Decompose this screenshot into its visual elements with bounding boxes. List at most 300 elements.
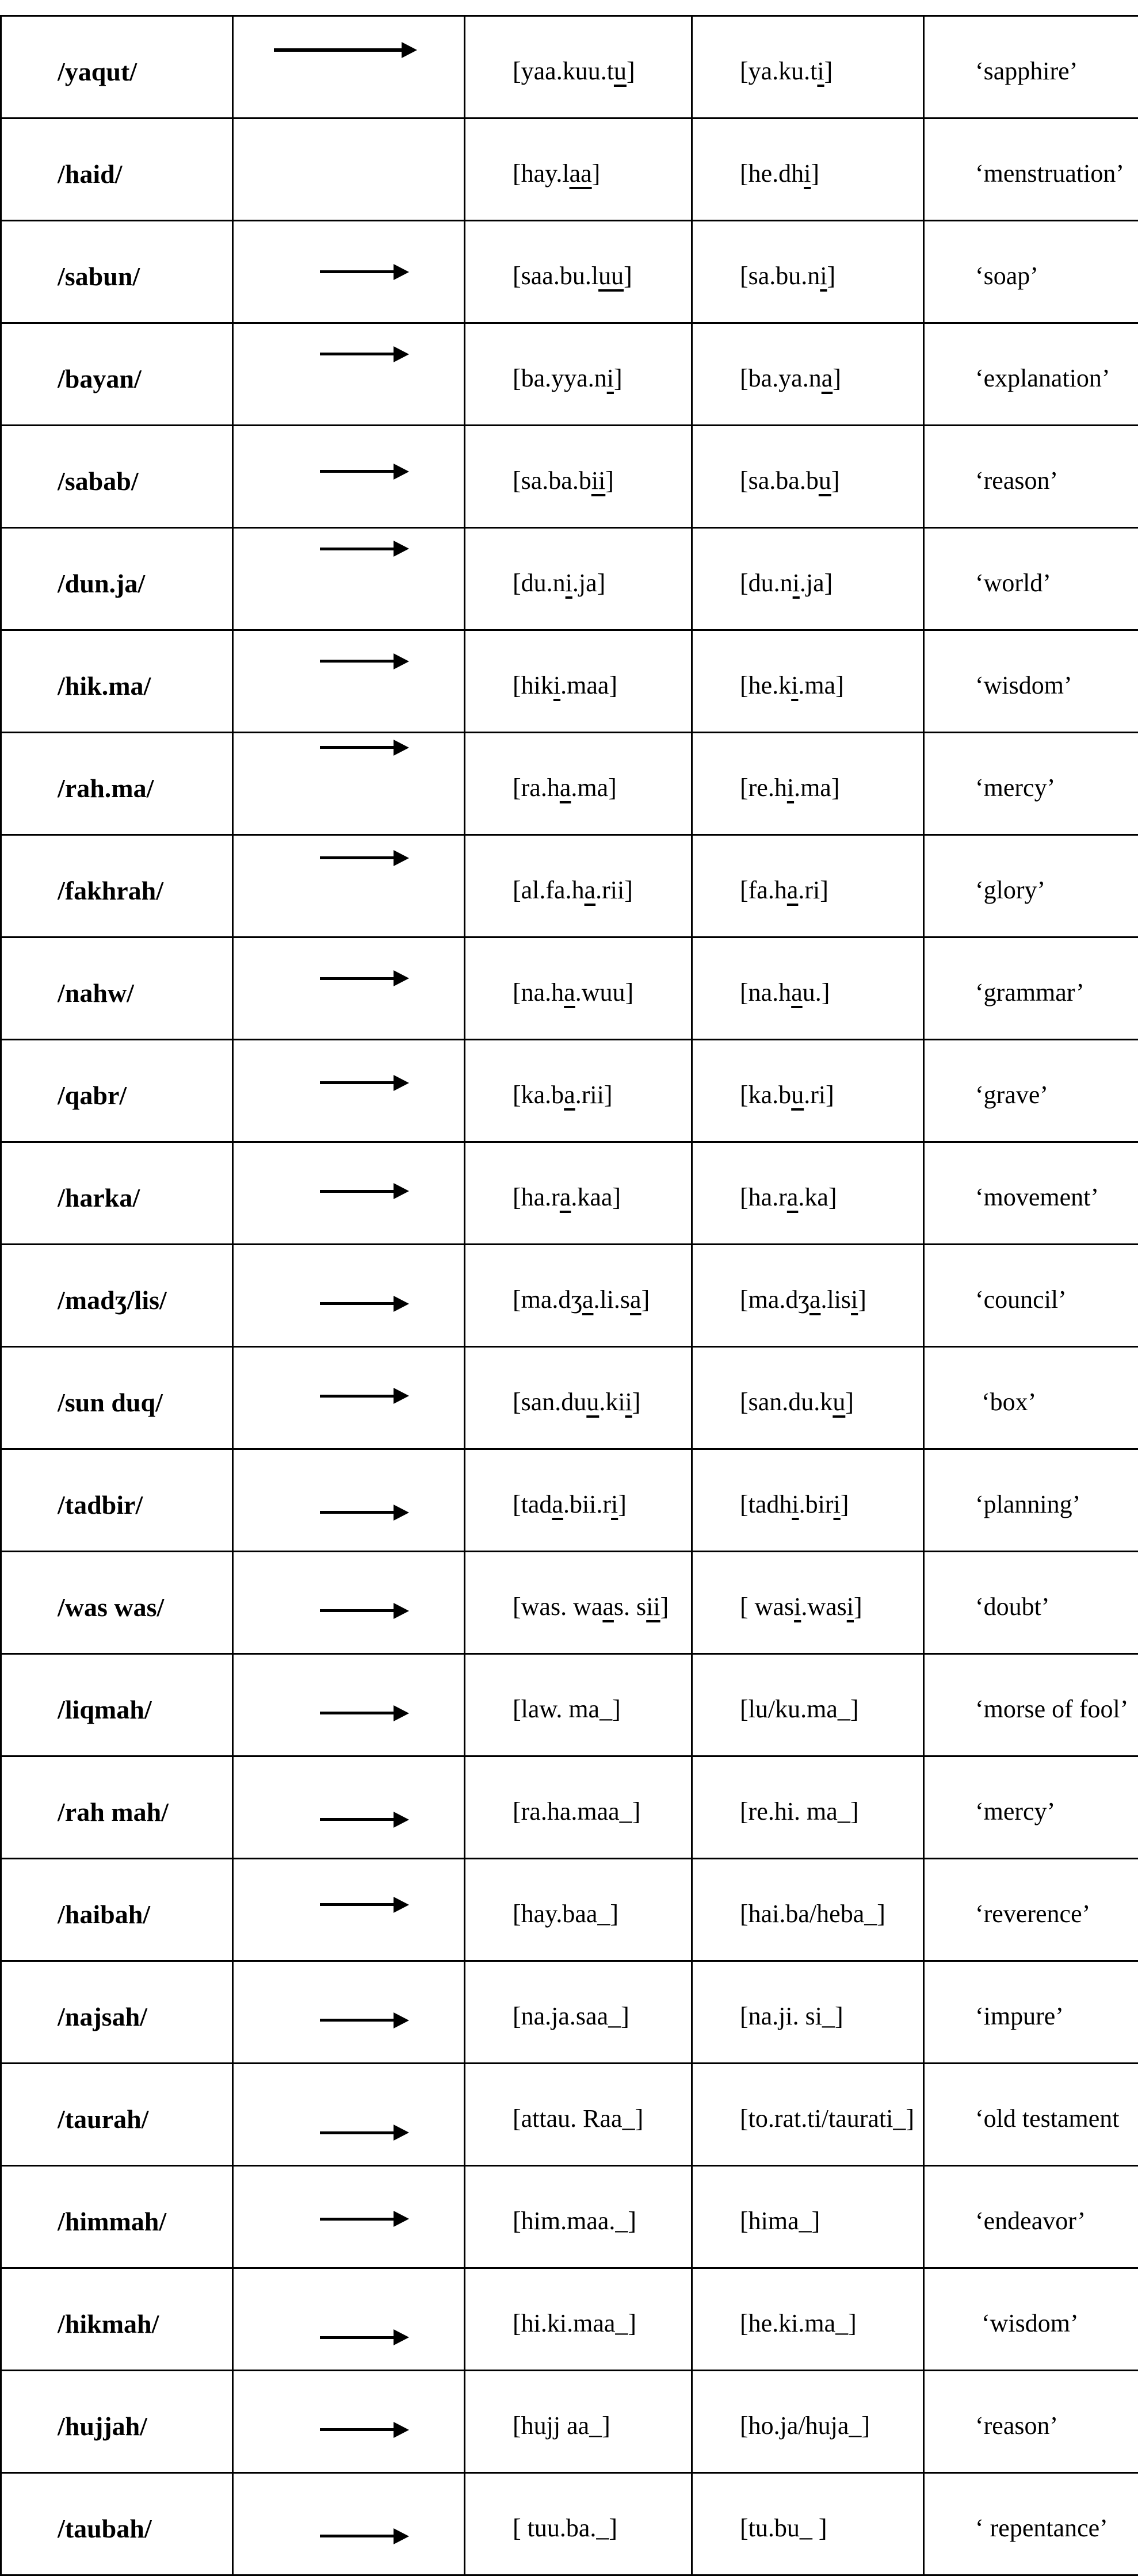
rightwards-arrow-icon <box>320 346 409 362</box>
arrow-cell <box>233 2166 465 2268</box>
arrow-head <box>394 653 409 669</box>
transcription-a-text: [al.fa.ha.rii] <box>513 876 633 904</box>
arrow-shaft <box>320 856 394 859</box>
table-row <box>1 1552 1138 1654</box>
arrow-shaft <box>320 2131 394 2134</box>
transcription-b-text: [na.ji. si_] <box>740 2002 843 2030</box>
transcription-a-text: [ra.ha.maa_] <box>513 1797 640 1825</box>
arrow-shaft <box>320 270 394 273</box>
arrow-head <box>394 1505 409 1521</box>
rightwards-arrow-icon <box>320 1812 409 1828</box>
rightwards-arrow-icon <box>320 264 409 280</box>
transcription-a-text: [na.ha.wuu] <box>513 978 633 1006</box>
gloss-text: ‘impure’ <box>975 2002 1064 2030</box>
arrow-shaft <box>274 48 402 52</box>
arrow-cell <box>233 1654 465 1756</box>
gloss-cell <box>924 630 1138 733</box>
transcription-b-text: [ho.ja/huja_] <box>740 2412 870 2440</box>
gloss-cell <box>924 221 1138 323</box>
gloss-text: ‘doubt’ <box>975 1593 1050 1621</box>
transcription-a-text: [ba.yya.ni] <box>513 364 623 392</box>
transcription-a-text: [na.ja.saa_] <box>513 2002 629 2030</box>
rightwards-arrow-icon <box>320 1505 409 1521</box>
phoneme-text: /liqmah/ <box>58 1695 152 1724</box>
transcription-b-cell <box>692 1961 924 2064</box>
phoneme-cell <box>1 2473 233 2575</box>
table-row <box>1 2473 1138 2575</box>
gloss-cell <box>924 733 1138 835</box>
gloss-cell <box>924 2268 1138 2371</box>
phoneme-text: /taubah/ <box>58 2514 152 2543</box>
gloss-text: ‘grammar’ <box>975 978 1084 1006</box>
transcription-b-text: [san.du.ku] <box>740 1388 854 1416</box>
arrow-shaft <box>320 1609 394 1612</box>
gloss-cell <box>924 1449 1138 1552</box>
transcription-a-cell <box>465 630 692 733</box>
transcription-b-text: [hai.ba/heba_] <box>740 1900 885 1928</box>
phoneme-cell <box>1 2268 233 2371</box>
transcription-b-cell <box>692 16 924 118</box>
arrow-shaft <box>320 2428 394 2431</box>
transcription-b-cell <box>692 1347 924 1449</box>
gloss-cell <box>924 1756 1138 1859</box>
phoneme-text: /taurah/ <box>58 2104 148 2134</box>
arrow-cell <box>233 118 465 221</box>
transcription-b-text: [sa.ba.bu] <box>740 466 840 495</box>
table-row <box>1 323 1138 426</box>
gloss-text: ‘mercy’ <box>975 774 1055 802</box>
arrow-cell <box>233 528 465 630</box>
transcription-a-cell <box>465 528 692 630</box>
transcription-a-cell <box>465 1245 692 1347</box>
phoneme-text: /hikmah/ <box>58 2309 159 2338</box>
transcription-a-text: [hujj aa_] <box>513 2412 610 2440</box>
gloss-text: ‘mercy’ <box>975 1797 1055 1825</box>
phoneme-text: /himmah/ <box>58 2207 166 2236</box>
gloss-text: ‘endeavor’ <box>975 2207 1086 2235</box>
gloss-cell <box>924 1961 1138 2064</box>
arrow-cell <box>233 937 465 1040</box>
gloss-text: ‘box’ <box>975 1388 1036 1416</box>
transcription-b-text: [ma.dʒa.lisi] <box>740 1285 866 1314</box>
gloss-cell <box>924 2064 1138 2166</box>
gloss-text: ‘movement’ <box>975 1183 1099 1211</box>
arrow-head <box>394 1388 409 1404</box>
phonology-correspondence-table <box>0 15 1138 2576</box>
gloss-cell <box>924 118 1138 221</box>
phoneme-cell <box>1 528 233 630</box>
table-row <box>1 1859 1138 1961</box>
arrow-cell <box>233 1859 465 1961</box>
table-row <box>1 16 1138 118</box>
rightwards-arrow-icon <box>320 1183 409 1199</box>
transcription-a-text: [law. ma_] <box>513 1695 621 1723</box>
transcription-b-cell <box>692 2166 924 2268</box>
rightwards-arrow-icon <box>320 850 409 866</box>
transcription-a-text: [hay.laa] <box>513 159 600 187</box>
gloss-text: ‘old testament <box>975 2104 1120 2133</box>
arrow-shaft <box>320 2336 394 2339</box>
arrow-head <box>394 264 409 280</box>
phoneme-cell <box>1 2064 233 2166</box>
transcription-b-text: [hima_] <box>740 2207 820 2235</box>
arrow-shaft <box>320 746 394 749</box>
phoneme-cell <box>1 1654 233 1756</box>
transcription-b-cell <box>692 1859 924 1961</box>
transcription-b-cell <box>692 118 924 221</box>
gloss-text: ‘wisdom’ <box>975 2309 1079 2337</box>
gloss-cell <box>924 1654 1138 1756</box>
transcription-a-text: [hiki.maa] <box>513 671 617 699</box>
arrow-head <box>394 1897 409 1913</box>
phoneme-text: /sun duq/ <box>58 1388 163 1417</box>
transcription-a-text: [tada.bii.ri] <box>513 1490 627 1518</box>
transcription-a-text: [du.ni.ja] <box>513 569 605 597</box>
gloss-text: ‘council’ <box>975 1285 1067 1314</box>
phoneme-cell <box>1 937 233 1040</box>
transcription-b-text: [ha.ra.ka] <box>740 1183 837 1211</box>
transcription-a-cell <box>465 221 692 323</box>
gloss-text: ‘reverence’ <box>975 1900 1090 1928</box>
arrow-cell <box>233 426 465 528</box>
transcription-b-cell <box>692 1040 924 1142</box>
rightwards-arrow-icon <box>320 2528 409 2544</box>
arrow-cell <box>233 323 465 426</box>
arrow-shaft <box>320 1511 394 1514</box>
arrow-shaft <box>320 2218 394 2221</box>
arrow-shaft <box>320 2535 394 2537</box>
transcription-a-cell <box>465 1654 692 1756</box>
phoneme-cell <box>1 733 233 835</box>
transcription-b-text: [he.dhi] <box>740 159 819 187</box>
arrow-head <box>394 541 409 557</box>
transcription-b-cell <box>692 1449 924 1552</box>
transcription-a-text: [ma.dʒa.li.sa] <box>513 1285 650 1314</box>
arrow-cell <box>233 1449 465 1552</box>
arrow-head <box>394 1812 409 1828</box>
gloss-text: ‘grave’ <box>975 1081 1048 1109</box>
arrow-head <box>394 2012 409 2028</box>
phoneme-cell <box>1 118 233 221</box>
transcription-b-cell <box>692 937 924 1040</box>
transcription-b-text: [ wasi.wasi] <box>740 1593 862 1621</box>
transcription-b-text: [re.hi. ma_] <box>740 1797 858 1825</box>
arrow-head <box>394 740 409 756</box>
phoneme-cell <box>1 1961 233 2064</box>
gloss-text: ‘wisdom’ <box>975 671 1072 699</box>
arrow-cell <box>233 2473 465 2575</box>
phoneme-cell <box>1 1756 233 1859</box>
gloss-text: ‘reason’ <box>975 466 1058 495</box>
arrow-head <box>394 1183 409 1199</box>
phoneme-text: /yaqut/ <box>58 57 137 86</box>
transcription-a-cell <box>465 323 692 426</box>
gloss-cell <box>924 426 1138 528</box>
transcription-a-cell <box>465 1449 692 1552</box>
phoneme-text: /sabun/ <box>58 262 140 291</box>
transcription-a-text: [attau. Raa_] <box>513 2104 643 2133</box>
arrow-shaft <box>320 2019 394 2022</box>
table-row <box>1 1142 1138 1245</box>
rightwards-arrow-icon <box>320 541 409 557</box>
phoneme-text: /fakhrah/ <box>58 876 163 905</box>
arrow-head <box>394 2528 409 2544</box>
transcription-a-text: [ tuu.ba._] <box>513 2514 617 2542</box>
gloss-cell <box>924 528 1138 630</box>
rightwards-arrow-icon <box>320 2422 409 2438</box>
transcription-a-cell <box>465 16 692 118</box>
phoneme-cell <box>1 1142 233 1245</box>
table-row <box>1 630 1138 733</box>
arrow-shaft <box>320 470 394 473</box>
transcription-b-cell <box>692 2268 924 2371</box>
transcription-a-text: [ra.ha.ma] <box>513 774 617 802</box>
arrow-cell <box>233 1245 465 1347</box>
transcription-b-text: [sa.bu.ni] <box>740 262 835 290</box>
transcription-b-cell <box>692 630 924 733</box>
rightwards-arrow-icon <box>320 1897 409 1913</box>
transcription-a-text: [ha.ra.kaa] <box>513 1183 621 1211</box>
arrow-cell <box>233 221 465 323</box>
arrow-shaft <box>320 1712 394 1714</box>
arrow-head <box>402 42 417 58</box>
transcription-a-text: [saa.bu.luu] <box>513 262 632 290</box>
gloss-cell <box>924 1859 1138 1961</box>
phoneme-text: /najsah/ <box>58 2002 147 2031</box>
gloss-text: ‘morse of fool’ <box>975 1695 1128 1723</box>
phoneme-cell <box>1 630 233 733</box>
transcription-a-cell <box>465 426 692 528</box>
rightwards-arrow-icon <box>320 740 409 756</box>
arrow-shaft <box>320 1302 394 1305</box>
gloss-cell <box>924 2473 1138 2575</box>
gloss-text: ‘world’ <box>975 569 1051 597</box>
transcription-b-cell <box>692 2064 924 2166</box>
gloss-cell <box>924 1552 1138 1654</box>
arrow-cell <box>233 1552 465 1654</box>
table-row <box>1 733 1138 835</box>
transcription-a-cell <box>465 1756 692 1859</box>
transcription-b-text: [tu.bu_ ] <box>740 2514 827 2542</box>
arrow-cell <box>233 733 465 835</box>
transcription-b-text: [ya.ku.ti] <box>740 57 833 85</box>
transcription-b-cell <box>692 221 924 323</box>
phoneme-text: /haid/ <box>58 159 123 189</box>
arrow-head <box>394 2422 409 2438</box>
rightwards-arrow-icon <box>320 2211 409 2227</box>
arrow-cell <box>233 1756 465 1859</box>
transcription-a-cell <box>465 835 692 937</box>
transcription-a-cell <box>465 1040 692 1142</box>
table-row <box>1 2268 1138 2371</box>
arrow-head <box>394 2329 409 2345</box>
arrow-shaft <box>320 353 394 355</box>
gloss-cell <box>924 2166 1138 2268</box>
arrow-cell <box>233 16 465 118</box>
gloss-cell <box>924 1347 1138 1449</box>
transcription-b-cell <box>692 1654 924 1756</box>
phoneme-text: /qabr/ <box>58 1081 127 1110</box>
gloss-cell <box>924 835 1138 937</box>
gloss-text: ‘sapphire’ <box>975 57 1078 85</box>
phoneme-text: /hik.ma/ <box>58 671 151 701</box>
gloss-cell <box>924 2371 1138 2473</box>
transcription-a-cell <box>465 1347 692 1449</box>
table-row <box>1 2064 1138 2166</box>
transcription-b-text: [du.ni.ja] <box>740 569 833 597</box>
transcription-b-text: [he.ki.ma_] <box>740 2309 857 2337</box>
gloss-text: ‘glory’ <box>975 876 1045 904</box>
transcription-a-cell <box>465 1142 692 1245</box>
rightwards-arrow-icon <box>320 464 409 480</box>
transcription-a-cell <box>465 1552 692 1654</box>
phoneme-cell <box>1 2371 233 2473</box>
rightwards-arrow-icon <box>320 2329 409 2345</box>
transcription-a-cell <box>465 1859 692 1961</box>
table-row <box>1 1245 1138 1347</box>
arrow-cell <box>233 630 465 733</box>
gloss-text: ‘planning’ <box>975 1490 1080 1518</box>
arrow-cell <box>233 835 465 937</box>
phoneme-text: /dun.ja/ <box>58 569 145 598</box>
rightwards-arrow-icon <box>274 42 417 58</box>
transcription-b-text: [ka.bu.ri] <box>740 1081 834 1109</box>
table-row <box>1 2166 1138 2268</box>
phoneme-cell <box>1 1040 233 1142</box>
arrow-shaft <box>320 548 394 550</box>
table-row <box>1 426 1138 528</box>
transcription-a-cell <box>465 2371 692 2473</box>
arrow-cell <box>233 2268 465 2371</box>
arrow-head <box>394 970 409 986</box>
gloss-text: ‘menstruation’ <box>975 159 1124 187</box>
transcription-a-cell <box>465 2166 692 2268</box>
rightwards-arrow-icon <box>320 1603 409 1619</box>
transcription-b-cell <box>692 2371 924 2473</box>
table-row <box>1 1449 1138 1552</box>
arrow-cell <box>233 2064 465 2166</box>
arrow-shaft <box>320 1818 394 1821</box>
transcription-a-cell <box>465 937 692 1040</box>
arrow-head <box>394 1705 409 1721</box>
rightwards-arrow-icon <box>320 2012 409 2028</box>
arrow-head <box>394 346 409 362</box>
arrow-head <box>394 1075 409 1091</box>
transcription-b-text: [he.ki.ma] <box>740 671 844 699</box>
table-row <box>1 528 1138 630</box>
table-row <box>1 835 1138 937</box>
transcription-b-cell <box>692 323 924 426</box>
transcription-b-text: [na.hau.] <box>740 978 830 1006</box>
table-row <box>1 2371 1138 2473</box>
transcription-a-cell <box>465 2473 692 2575</box>
gloss-text: ‘explanation’ <box>975 364 1110 392</box>
phoneme-cell <box>1 221 233 323</box>
transcription-b-cell <box>692 1552 924 1654</box>
phoneme-text: /harka/ <box>58 1183 140 1212</box>
gloss-cell <box>924 1142 1138 1245</box>
transcription-b-cell <box>692 733 924 835</box>
transcription-b-text: [re.hi.ma] <box>740 774 839 802</box>
gloss-text: ‘soap’ <box>975 262 1038 290</box>
table-row <box>1 1961 1138 2064</box>
gloss-cell <box>924 16 1138 118</box>
arrow-cell <box>233 1142 465 1245</box>
arrow-head <box>394 1296 409 1312</box>
gloss-text: ‘reason’ <box>975 2412 1058 2440</box>
arrow-shaft <box>320 1903 394 1906</box>
phoneme-cell <box>1 835 233 937</box>
transcription-a-text: [san.duu.kii] <box>513 1388 640 1416</box>
phoneme-text: /was was/ <box>58 1593 164 1622</box>
rightwards-arrow-icon <box>320 1075 409 1091</box>
arrow-shaft <box>320 1395 394 1398</box>
transcription-a-text: [hi.ki.maa_] <box>513 2309 636 2337</box>
arrow-head <box>394 2211 409 2227</box>
gloss-cell <box>924 937 1138 1040</box>
transcription-a-text: [ka.ba.rii] <box>513 1081 612 1109</box>
phoneme-cell <box>1 1552 233 1654</box>
phoneme-cell <box>1 16 233 118</box>
arrow-shaft <box>320 1190 394 1193</box>
transcription-a-cell <box>465 1961 692 2064</box>
transcription-b-cell <box>692 528 924 630</box>
arrow-cell <box>233 2371 465 2473</box>
transcription-a-cell <box>465 2268 692 2371</box>
gloss-cell <box>924 1040 1138 1142</box>
transcription-b-text: [fa.ha.ri] <box>740 876 828 904</box>
phoneme-cell <box>1 1347 233 1449</box>
table-row <box>1 118 1138 221</box>
rightwards-arrow-icon <box>320 653 409 669</box>
transcription-a-text: [yaa.kuu.tu] <box>513 57 635 85</box>
arrow-head <box>394 2125 409 2141</box>
transcription-a-cell <box>465 2064 692 2166</box>
arrow-head <box>394 464 409 480</box>
phoneme-cell <box>1 1859 233 1961</box>
table-row <box>1 1347 1138 1449</box>
rightwards-arrow-icon <box>320 1296 409 1312</box>
phoneme-text: /hujjah/ <box>58 2412 147 2441</box>
transcription-b-cell <box>692 835 924 937</box>
table-row <box>1 1040 1138 1142</box>
arrow-shaft <box>320 977 394 980</box>
table-row <box>1 1654 1138 1756</box>
transcription-a-cell <box>465 733 692 835</box>
transcription-a-cell <box>465 118 692 221</box>
arrow-head <box>394 850 409 866</box>
transcription-b-cell <box>692 1756 924 1859</box>
phoneme-text: /tadbir/ <box>58 1490 143 1519</box>
transcription-b-cell <box>692 2473 924 2575</box>
transcription-b-text: [tadhi.biri] <box>740 1490 849 1518</box>
phoneme-cell <box>1 2166 233 2268</box>
phoneme-cell <box>1 323 233 426</box>
transcription-b-cell <box>692 1142 924 1245</box>
arrow-cell <box>233 1040 465 1142</box>
arrow-shaft <box>320 660 394 663</box>
transcription-a-text: [hay.baa_] <box>513 1900 618 1928</box>
arrow-cell <box>233 1347 465 1449</box>
table-row <box>1 1756 1138 1859</box>
phoneme-text: /rah.ma/ <box>58 774 154 803</box>
transcription-b-cell <box>692 1245 924 1347</box>
transcription-b-text: [ba.ya.na] <box>740 364 841 392</box>
rightwards-arrow-icon <box>320 2125 409 2141</box>
rightwards-arrow-icon <box>320 970 409 986</box>
transcription-a-text: [sa.ba.bii] <box>513 466 614 495</box>
gloss-cell <box>924 323 1138 426</box>
